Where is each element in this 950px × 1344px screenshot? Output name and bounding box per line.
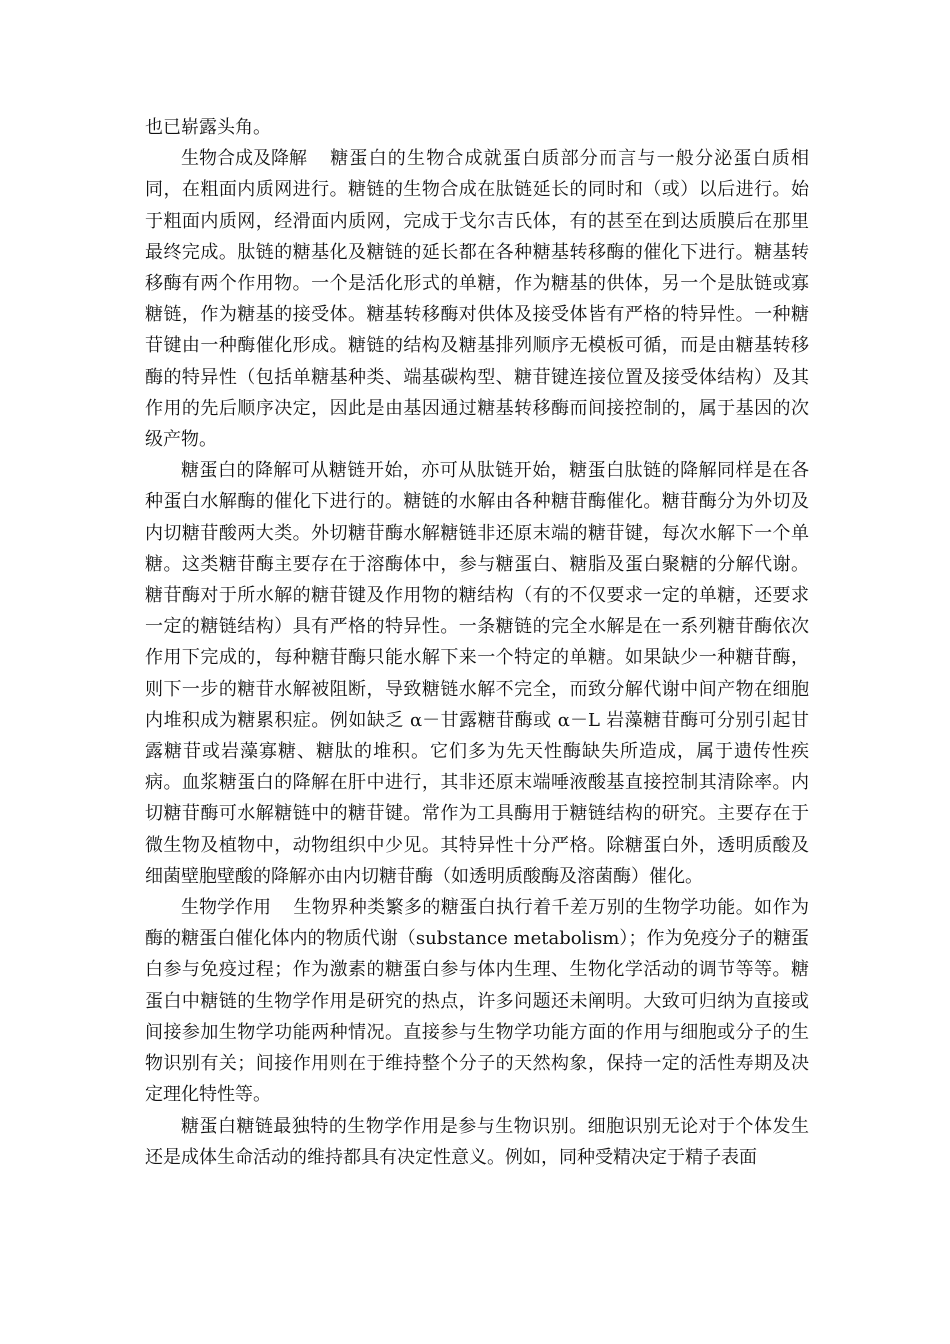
paragraph-4-text: 生物界种类繁多的糖蛋白执行着千差万别的生物学功能。如作为酶的糖蛋白催化体内的物质代谢（substance metabolism）；作为免疫分子的糖蛋白参与免疫过程；作为激素的糖蛋白参与体内生理、生物化学活动的调节等等。糖蛋白中糖链的生物学作用是研究的热点，许多问题还未阐明。大致可归纳为直接或间接参加生物学功能两种情况。直接参与生物学功能方面的作用与细胞或分子的生物识别有关；间接作用则在于维持整个分子的天然构象，保持一定的活性寿期及决定理化特性等。: [145, 897, 809, 1106]
section-heading-biological-function: 生物学作用: [181, 897, 271, 919]
paragraph-4: [145, 892, 809, 1110]
paragraph-1: [145, 112, 809, 143]
section-heading-biosynthesis: 生物合成及降解: [181, 148, 307, 170]
document-page: [145, 112, 809, 1173]
paragraph-5-text: 糖蛋白糖链最独特的生物学作用是参与生物识别。细胞识别无论对于个体发生还是成体生命活动的维持都具有决定性意义。例如，同种受精决定于精子表面: [145, 1115, 809, 1168]
paragraph-3-text: 糖蛋白的降解可从糖链开始，亦可从肽链开始，糖蛋白肽链的降解同样是在各种蛋白水解酶的催化下进行的。糖链的水解由各种糖苷酶催化。糖苷酶分为外切及内切糖苷酸两大类。外切糖苷酶水解糖链非还原末端的糖苷键，每次水解下一个单糖。这类糖苷酶主要存在于溶酶体中，参与糖蛋白、糖脂及蛋白聚糖的分解代谢。糖苷酶对于所水解的糖苷键及作用物的糖结构（有的不仅要求一定的单糖，还要求一定的糖链结构）具有严格的特异性。一条糖链的完全水解是在一系列糖苷酶依次作用下完成的，每种糖苷酶只能水解下来一个特定的单糖。如果缺少一种糖苷酶，则下一步的糖苷水解被阻断，导致糖链水解不完全，而致分解代谢中间产物在细胞内堆积成为糖累积症。例如缺乏 α－甘露糖苷酶或 α－L 岩藻糖苷酶可分别引起甘露糖苷或岩藻寡糖、糖肽的堆积。它们多为先天性酶缺失所造成，属于遗传性疾病。血浆糖蛋白的降解在肝中进行，其非还原末端唾液酸基直接控制其清除率。内切糖苷酶可水解糖链中的糖苷键。常作为工具酶用于糖链结构的研究。主要存在于微生物及植物中，动物组织中少见。其特异性十分严格。除糖蛋白外，透明质酸及细菌壁胞壁酸的降解亦由内切糖苷酶（如透明质酸酶及溶菌酶）催化。: [145, 460, 809, 887]
paragraph-2-text: 糖蛋白的生物合成就蛋白质部分而言与一般分泌蛋白质相同，在粗面内质网进行。糖链的生物合成在肽链延长的同时和（或）以后进行。始于粗面内质网，经滑面内质网，完成于戈尔吉氏体，有的甚至在到达质膜后在那里最终完成。肽链的糖基化及糖链的延长都在各种糖基转移酶的催化下进行。糖基转移酶有两个作用物。一个是活化形式的单糖，作为糖基的供体，另一个是肽链或寡糖链，作为糖基的接受体。糖基转移酶对供体及接受体皆有严格的特异性。一种糖苷键由一种酶催化形成。糖链的结构及糖基排列顺序无模板可循，而是由糖基转移酶的特异性（包括单糖基种类、端基碳构型、糖苷键连接位置及接受体结构）及其作用的先后顺序决定，因此是由基因通过糖基转移酶而间接控制的，属于基因的次级产物。: [145, 148, 809, 451]
paragraph-1-text: 也已崭露头角。: [145, 117, 271, 138]
paragraph-5: [145, 1111, 809, 1173]
paragraph-2: [145, 143, 809, 455]
paragraph-3: [145, 455, 809, 892]
